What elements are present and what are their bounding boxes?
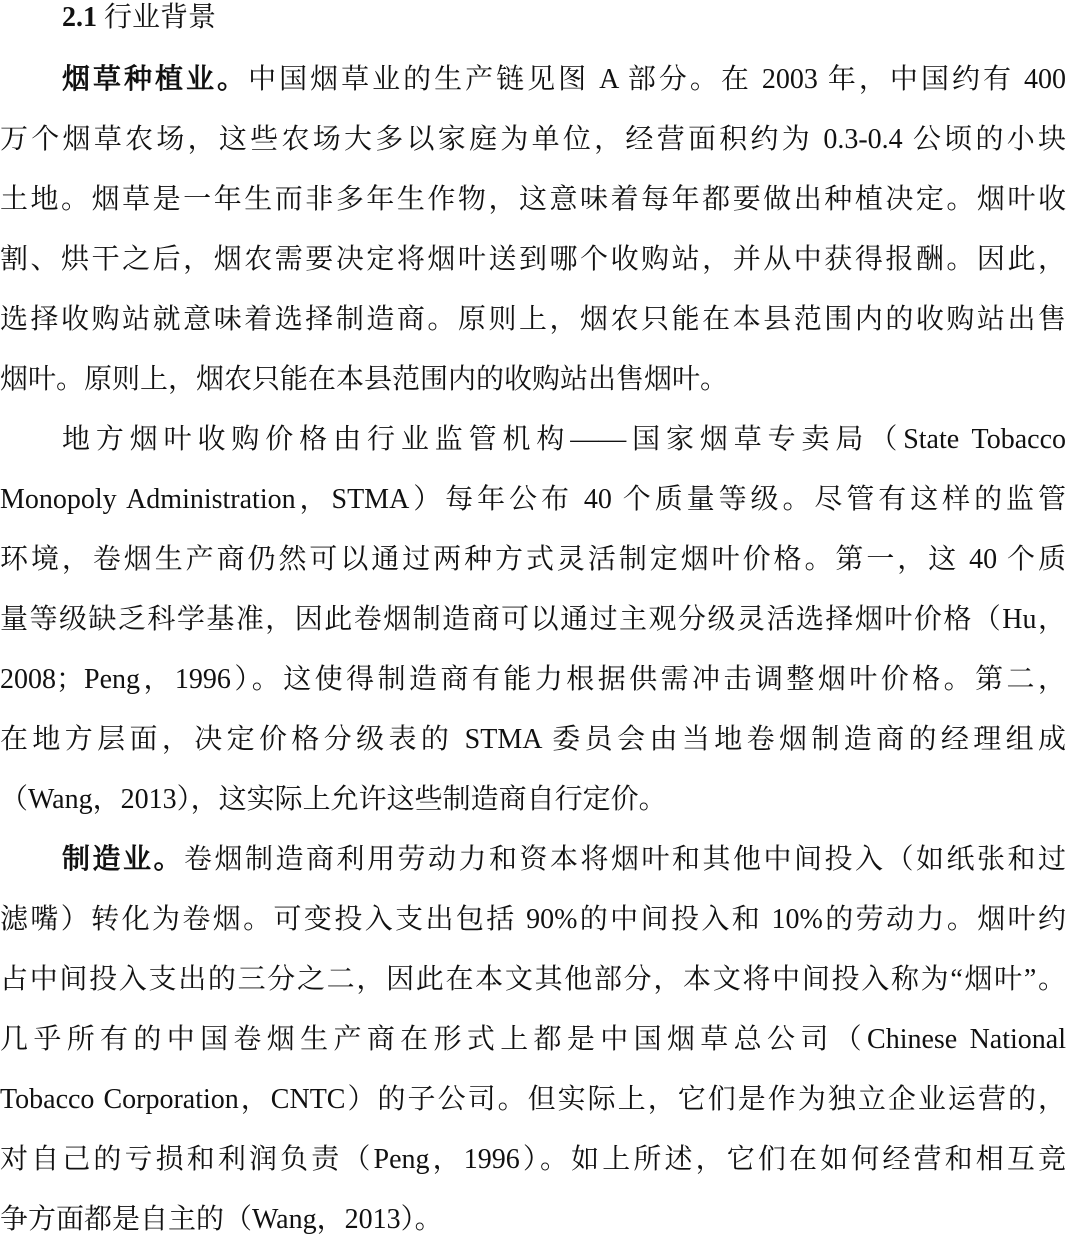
line-text: 几乎所有的中国卷烟生产商在形式上都是中国烟草总公司（Chinese National	[0, 1024, 1066, 1055]
section-number: 2.1	[62, 2, 97, 33]
text-line	[62, 830, 1066, 890]
line-text: Tobacco Corporation，CNTC）的子公司。但实际上，它们是作为独立企业运营的，	[0, 1084, 1066, 1115]
text-line	[62, 50, 1066, 110]
text-line	[0, 110, 1066, 170]
text-line	[0, 1070, 1066, 1130]
line-text: 对自己的亏损和利润负责（Peng，1996）。如上所述，它们在如何经营和相互竞	[0, 1144, 1066, 1175]
line-text: 2008；Peng，1996）。这使得制造商有能力根据供需冲击调整烟叶价格。第二，	[0, 664, 1066, 695]
text-line	[0, 710, 1066, 770]
text-line	[0, 350, 1066, 410]
line-text: 量等级缺乏科学基准，因此卷烟制造商可以通过主观分级灵活选择烟叶价格（Hu，	[0, 604, 1066, 635]
line-text: （Wang，2013），这实际上允许这些制造商自行定价。	[0, 784, 667, 815]
line-text: 争方面都是自主的（Wang，2013）。	[0, 1204, 443, 1235]
text-line	[0, 590, 1066, 650]
section-heading	[62, 0, 216, 48]
line-text: 土地。烟草是一年生而非多年生作物，这意味着每年都要做出种植决定。烟叶收	[0, 184, 1066, 215]
paragraph-lead: 烟草种植业。	[62, 64, 249, 95]
line-text: 中国烟草业的生产链见图 A 部分。在 2003 年，中国约有 400	[248, 64, 1066, 95]
line-text: Monopoly Administration，STMA）每年公布 40 个质量等级。尽管有这样的监管	[0, 484, 1066, 515]
line-text: 万个烟草农场，这些农场大多以家庭为单位，经营面积约为 0.3-0.4 公顷的小块	[0, 124, 1066, 155]
text-line	[0, 890, 1066, 950]
section-title: 行业背景	[104, 2, 217, 33]
text-line	[0, 530, 1066, 590]
line-text: 滤嘴）转化为卷烟。可变投入支出包括 90%的中间投入和 10%的劳动力。烟叶约	[0, 904, 1066, 935]
line-text: 烟叶。原则上，烟农只能在本县范围内的收购站出售烟叶。	[0, 364, 729, 395]
line-text: 割、烘干之后，烟农需要决定将烟叶送到哪个收购站，并从中获得报酬。因此，	[0, 244, 1066, 275]
line-text: 在地方层面，决定价格分级表的 STMA 委员会由当地卷烟制造商的经理组成	[0, 724, 1066, 755]
text-line	[0, 290, 1066, 350]
text-line	[0, 950, 1066, 1010]
line-text: 选择收购站就意味着选择制造商。原则上，烟农只能在本县范围内的收购站出售	[0, 304, 1066, 335]
text-line	[0, 470, 1066, 530]
line-text: 地方烟叶收购价格由行业监管机构——国家烟草专卖局（State Tobacco	[62, 424, 1066, 455]
text-line	[0, 650, 1066, 710]
text-line	[0, 1190, 1066, 1250]
text-line	[0, 1130, 1066, 1190]
text-line	[0, 170, 1066, 230]
line-text: 环境，卷烟生产商仍然可以通过两种方式灵活制定烟叶价格。第一，这 40 个质	[0, 544, 1066, 575]
text-line	[0, 230, 1066, 290]
text-line	[0, 770, 1066, 830]
line-text: 占中间投入支出的三分之二，因此在本文其他部分，本文将中间投入称为“烟叶”。	[0, 964, 1066, 995]
paragraph-lead: 制造业。	[62, 844, 184, 875]
text-line	[0, 1010, 1066, 1070]
text-line	[62, 410, 1066, 470]
line-text: 卷烟制造商利用劳动力和资本将烟叶和其他中间投入（如纸张和过	[184, 844, 1066, 875]
